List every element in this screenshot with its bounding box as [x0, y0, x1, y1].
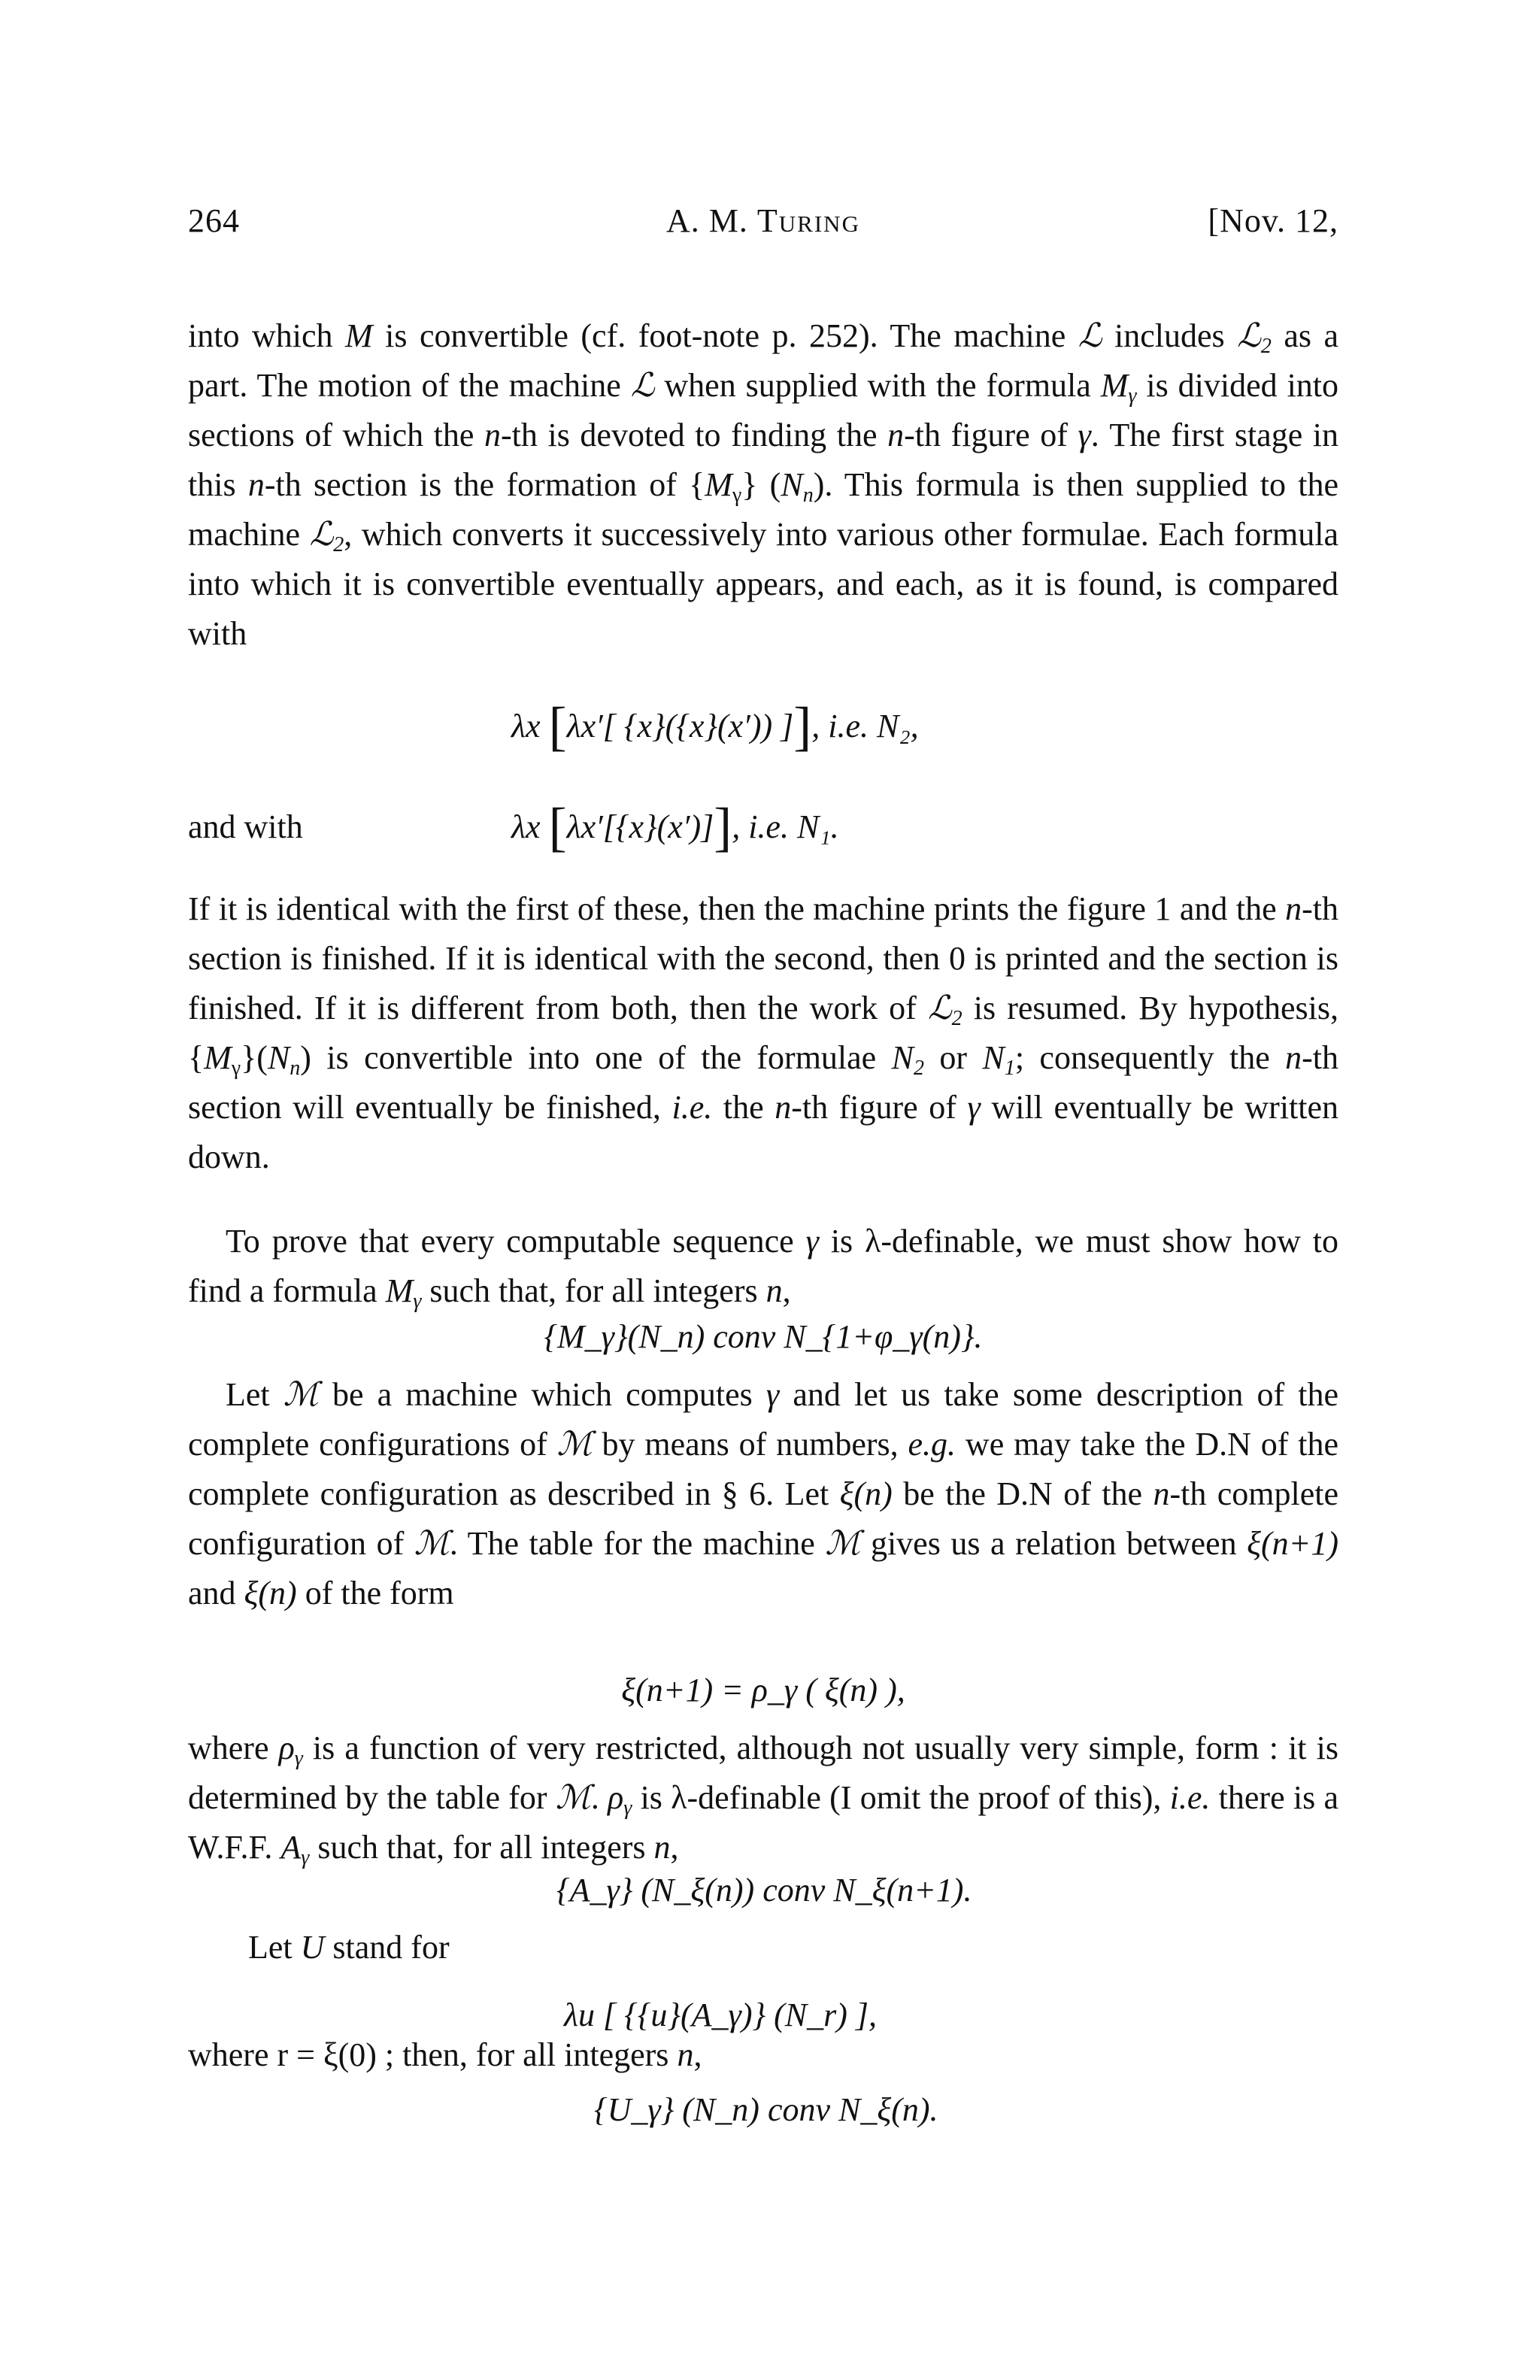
eq1-inner: λx′[ {x}({x}(x′)) ]: [566, 708, 794, 744]
equation-4: [188, 1668, 1338, 1721]
author-initials: A. M.: [666, 202, 748, 239]
p5-ie: i.e.: [1169, 1779, 1211, 1816]
eq1-tail: , i.e. N₂,: [811, 708, 919, 744]
eq2-inner: λx′[{x}(x′)]: [566, 808, 714, 845]
p2-sym-n1: $N_1$: [982, 1039, 1015, 1080]
p1-text-11: . This formula is then supplied to the machine: [188, 466, 1339, 553]
eq1-bracket-open: [: [548, 696, 567, 756]
p1-sym-l: ℒ: [1078, 317, 1102, 354]
author-name: [188, 202, 1338, 240]
eq6-lead-2: stand for: [332, 1929, 450, 1966]
p3-text-4: ,: [782, 1272, 791, 1309]
p1-text-7: -th is devoted to finding the: [501, 417, 878, 453]
p4-sym-gamma: γ: [765, 1376, 780, 1413]
p2-text-10: will eventually be written down.: [188, 1089, 1339, 1175]
eq6-lead: [248, 1925, 450, 1970]
p5-sym-mach: ℳ: [555, 1779, 591, 1816]
p4-text-3: and let us take some description of the complete configurations of: [188, 1376, 1339, 1463]
p2-text-8: the: [723, 1089, 764, 1126]
p4-text-8: . The table for the machine: [449, 1525, 815, 1562]
p1-text-3: includes: [1114, 317, 1225, 354]
p1-text-1: into which: [188, 317, 333, 354]
p4-sym-mach: ℳ: [283, 1376, 319, 1413]
p4-text-10: and: [188, 1575, 236, 1611]
p4-sym-n: n: [1153, 1475, 1170, 1512]
p1-sym-gamma: γ: [1078, 417, 1091, 453]
p6-sym-n: n: [677, 2036, 694, 2073]
p4-sym-xin1: ξ(n+1): [1247, 1525, 1338, 1562]
p1-sym-n-c: n: [247, 466, 265, 503]
p3-text-3: such that, for all integers: [429, 1272, 758, 1309]
p2-sym-l2-base: ℒ: [927, 990, 952, 1026]
p4-sym-xin-b: ξ(n): [244, 1575, 297, 1611]
p4-sym-mach-d: ℳ: [825, 1525, 861, 1562]
equation-1: [188, 696, 1338, 772]
paragraph-4: [188, 1370, 1338, 1618]
p4-text-9: gives us a relation between: [870, 1525, 1237, 1562]
p1-text-10: -th section is the formation of: [264, 466, 677, 503]
p5-text-4: there is a W.F.F.: [188, 1779, 1339, 1866]
p5-text-3: is λ-definable (I omit the proof of this),: [640, 1779, 1162, 1816]
p1-text-8: -th figure of: [904, 417, 1068, 453]
eq2-bracket-close: ]: [714, 797, 732, 857]
p5-sym-rho-b: $\rho_\gamma$: [608, 1779, 632, 1820]
p4-sym-mach-b: ℳ: [556, 1426, 593, 1463]
running-head: [188, 202, 1338, 247]
p2-sym-n-b: n: [1285, 1039, 1302, 1076]
author-surname: Turing: [756, 202, 860, 239]
p2-text-7: -th section will eventually be finished,: [188, 1039, 1339, 1126]
eq1-lambda: λx: [511, 708, 541, 744]
p2-sym-n: n: [1285, 890, 1302, 927]
equation-3: [188, 1314, 1338, 1367]
paragraph-2: [188, 884, 1338, 1182]
p4-sym-xin: ξ(n): [839, 1475, 893, 1512]
p1-text-9: . The first stage in this: [188, 417, 1339, 503]
p6-text-1: where: [188, 2036, 269, 2073]
p2-sym-n2: $N_2$: [891, 1039, 924, 1080]
p5-sym-n: n: [653, 1829, 671, 1866]
eq6-sym-u: U: [300, 1929, 325, 1966]
p5-text-2: is a function of very restricted, although not usually very simple, form : it is determined by the table for: [188, 1730, 1338, 1816]
p1-sym-l2-base: ℒ: [1237, 317, 1261, 354]
eq6-lead-1: Let: [248, 1929, 293, 1966]
paragraph-3: [188, 1217, 1338, 1316]
eq4-formula: ξ(n+1) = ρ_γ ( ξ(n) ),: [621, 1672, 905, 1708]
p1-sym-mgamma: $M_\gamma$: [1100, 367, 1137, 408]
eq1-bracket-close: ]: [793, 696, 812, 756]
p4-text-5: we may take the D.N of the complete configuration as described in § 6. Let: [188, 1426, 1339, 1512]
p2-text-1: If it is identical with the first of these, then the machine prints the figure 1 and the: [188, 890, 1277, 927]
eq3-formula: {M_γ}(N_n) conv N_{1+φ_γ(n)}.: [544, 1318, 983, 1355]
p2-ie: i.e.: [671, 1089, 713, 1126]
page-number: 264: [188, 202, 240, 239]
p3-sym-mgamma: $M_\gamma$: [385, 1272, 422, 1313]
p1-text-12: , which converts it successively into various other formulae. Each formula into which it is convertible eventually appears, and each, as it is found, is compared with: [188, 516, 1339, 652]
p2-sym-l2: ℒ$_2$: [927, 990, 962, 1030]
p2-text-6: ; consequently the: [1014, 1039, 1270, 1076]
eq1-formula: [511, 696, 919, 756]
p2-text-3: is resumed. By hypothesis,: [973, 990, 1339, 1026]
p2-text-2: -th section is finished. If it is identical with the second, then 0 is printed and the section is finished. If it is different from both, then the work of: [188, 890, 1339, 1026]
eq7-formula: {U_γ} (N_n) conv N_ξ(n).: [594, 2091, 938, 2128]
p6-text-2: r = ξ(0) ; then, for all integers: [277, 2036, 669, 2073]
eq2-tail: , i.e. N₁.: [732, 808, 839, 845]
p1-text-4: as a part. The motion of the machine: [188, 317, 1339, 404]
eq2-lead: and with: [188, 808, 303, 845]
p2-text-9: -th figure of: [791, 1089, 956, 1126]
paragraph-5: where $\rho_\gamma$ is a function of very restricted, although not usually very simple, form : it is determined by the table for ℳ. $\rho_\gamma$ is λ-definable (I omit the proof of this), i.e. there is a W.F.F. $A_\gamma$ such that, for all integers n,: [188, 1730, 1339, 1869]
p4-text-2: be a machine which computes: [332, 1376, 753, 1413]
p4-text-4: by means of numbers,: [602, 1426, 899, 1463]
header-date: [Nov. 12,: [1208, 202, 1338, 239]
eq2-bracket-open: [: [548, 797, 567, 857]
equation-5: [188, 1868, 1338, 1921]
p1-text-5: when supplied with the formula: [664, 367, 1091, 404]
p4-text-6: be the D.N of the: [903, 1475, 1143, 1512]
equation-7: [188, 2087, 1338, 2140]
paragraph-6: where r = ξ(0) ; then, for all integers n,: [188, 2036, 702, 2073]
p1-sym-n-b: n: [887, 417, 905, 453]
p2-sym-n-c: n: [775, 1089, 792, 1126]
p2-text-5: or: [939, 1039, 968, 1076]
p3-sym-n: n: [765, 1272, 783, 1309]
p4-text-7: -th complete configuration of: [188, 1475, 1338, 1562]
equation-2: [188, 797, 1338, 865]
p4-text-1: Let: [226, 1376, 270, 1413]
p2-formula: $\{M_\gamma\}(N_n)$: [188, 1039, 311, 1080]
p2-text-4: is convertible into one of the formulae: [326, 1039, 877, 1076]
p3-sym-gamma: γ: [805, 1223, 819, 1260]
eq2-lambda: λx: [511, 808, 541, 845]
p1-formula-mgamma-nn: $\{M_\gamma\}$ $(N_n)$: [689, 466, 825, 507]
p5-text-1: where: [188, 1730, 269, 1766]
p1-text-6: is divided into sections of which the: [188, 367, 1339, 453]
p1-sym-m: M: [344, 317, 373, 354]
p4-text-11: of the form: [305, 1575, 454, 1611]
p5-sym-rho: $\rho_\gamma$: [278, 1730, 303, 1770]
p4-sym-mach-c: ℳ: [414, 1525, 450, 1562]
p1-sym-l2-b: ℒ$_2$: [309, 516, 344, 556]
p1-sym-l2-b-base: ℒ: [309, 516, 334, 553]
p1-sym-l-b: ℒ: [630, 367, 655, 404]
paragraph-1: [188, 311, 1338, 659]
p4-eg: e.g.: [908, 1426, 956, 1463]
eq2-formula: [511, 797, 839, 857]
p1-sym-n: n: [484, 417, 502, 453]
p3-text-1: To prove that every computable sequence: [226, 1223, 794, 1260]
p2-sym-gamma: γ: [967, 1089, 981, 1126]
p1-sym-l2: ℒ$_2$: [1237, 317, 1272, 358]
eq5-formula: {A_γ} (N_ξ(n)) conv N_ξ(n+1).: [556, 1872, 972, 1909]
eq6-formula: λu [ {{u}(A_γ)} (N_r) ],: [564, 1996, 877, 2033]
p5-text-5: such that, for all integers: [317, 1829, 646, 1866]
p1-text-2: is convertible (cf. foot-note p. 252). The machine: [385, 317, 1066, 354]
p3-text-2: is λ-definable, we must show how to find a formula: [188, 1223, 1339, 1309]
p5-sym-agamma: $A_\gamma$: [280, 1829, 310, 1869]
